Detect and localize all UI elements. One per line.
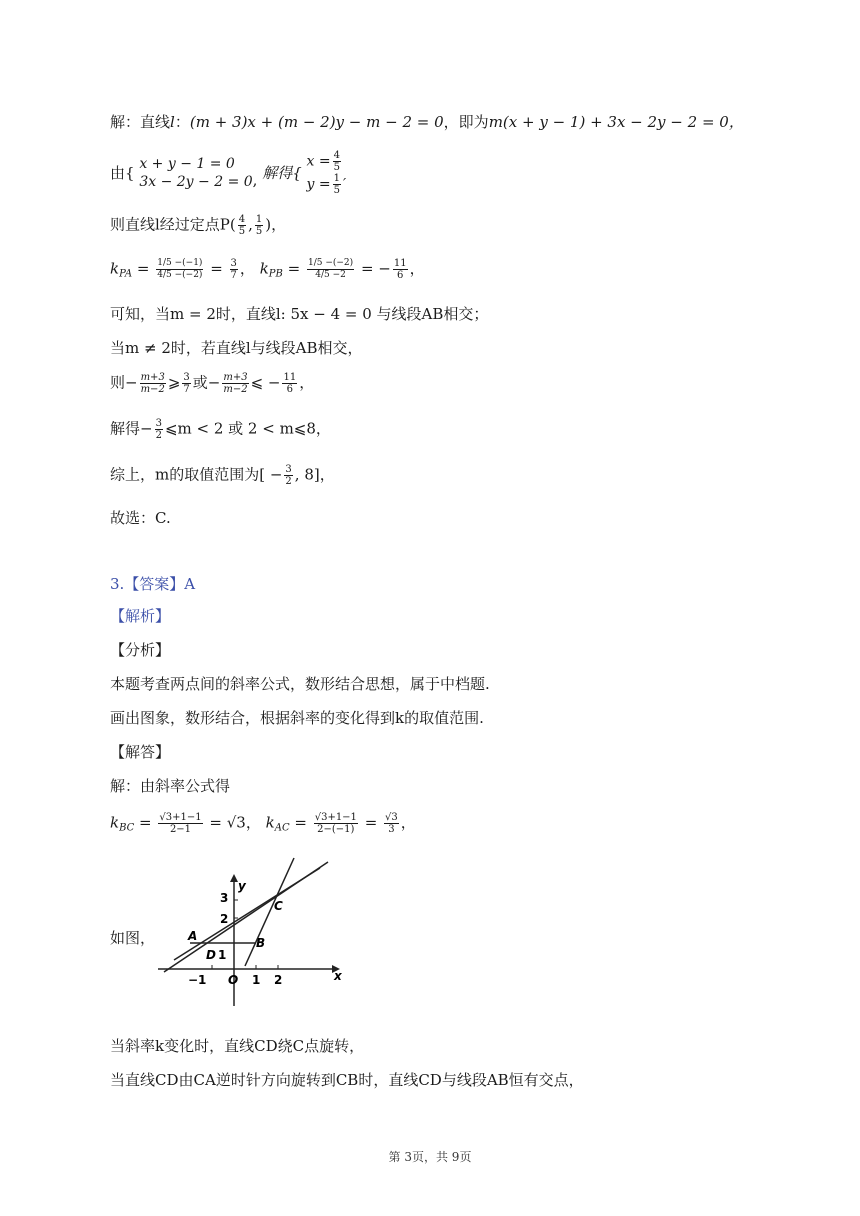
tick-label-1-y: 1 bbox=[218, 948, 227, 962]
analysis-1: 本题考查两点间的斜率公式，数形结合思想，属于中档题. bbox=[110, 675, 490, 693]
tick-label-1-x: 1 bbox=[252, 973, 261, 987]
slope-bc-ac: $k_{BC}$ = $\frac{√3+1-1}{2-1}$ = √3， $k_{AC}$ = $\frac{√3+1-1}{2-(-1)}$ = $\frac{√3}{3}$ ， bbox=[110, 812, 416, 835]
solution-line-1: 解：直线l：(m + 3)x + (m − 2)y − m − 2 = 0，即为m(x + y − 1) + 3x − 2y − 2 = 0， bbox=[110, 113, 744, 131]
x-label: x bbox=[334, 969, 342, 983]
solution-line-10: 故选：C. bbox=[110, 509, 171, 527]
origin-label: O bbox=[228, 973, 239, 987]
section-jiexi: 【解析】 bbox=[110, 607, 171, 625]
system-solution: x = $\frac{4}{5}$ y = $\frac{1}{5}$ ′ bbox=[306, 150, 347, 196]
analysis-2: 画出图象，数形结合，根据斜率的变化得到k的取值范围. bbox=[110, 709, 484, 727]
solution-line-7: 则− $\frac{m+3}{m-2}$ ⩾ $\frac{3}{7}$ 或− $\frac{m+3}{m-2}$ ⩽ − $\frac{11}{6}$ ， bbox=[110, 372, 315, 395]
solution-system: 由{ x + y − 1 = 0 3x − 2y − 2 = 0 , 解得{ x = $\frac{4}{5}$ y = $\frac{1}{5}$ ′ bbox=[110, 150, 347, 196]
geometry-figure bbox=[150, 856, 350, 1016]
point-a: A bbox=[188, 929, 198, 943]
answer-3: 3.【答案】A bbox=[110, 575, 196, 593]
y-label: y bbox=[238, 879, 246, 893]
line-cd bbox=[174, 868, 320, 960]
solution3-line-a: 当斜率k变化时，直线CD绕C点旋转， bbox=[110, 1037, 365, 1055]
section-jieda: 【解答】 bbox=[110, 743, 171, 761]
tick-label-3: 3 bbox=[220, 891, 229, 905]
system-equations: x + y − 1 = 0 3x − 2y − 2 = 0 bbox=[139, 156, 253, 190]
solution3-line-b: 当直线CD由CA逆时针方向旋转到CB时，直线CD与线段AB恒有交点， bbox=[110, 1071, 584, 1089]
solution-line-6: 当m ≠ 2时，若直线l与线段AB相交， bbox=[110, 339, 363, 357]
tick-label-2-x: 2 bbox=[274, 973, 283, 987]
point-b: B bbox=[256, 936, 266, 950]
ru-tu: 如图， bbox=[110, 929, 156, 947]
solution-line-9: 综上，m的取值范围为[ − $\frac{3}{2}$ , 8]， bbox=[110, 464, 335, 487]
point-d: D bbox=[206, 948, 216, 962]
tick-label-2: 2 bbox=[220, 912, 229, 926]
fixed-point-line: 则直线l经过定点P( $\frac{4}{5}$ , $\frac{1}{5}$ )， bbox=[110, 214, 287, 237]
solution-line-8: 解得− $\frac{3}{2}$ ⩽m < 2 或 2 < m⩽8， bbox=[110, 418, 331, 441]
point-c: C bbox=[274, 899, 283, 913]
section-fenxi: 【分析】 bbox=[110, 641, 171, 659]
page-footer: 第 3页，共 9页 bbox=[388, 1150, 472, 1164]
solution3-line-1: 解：由斜率公式得 bbox=[110, 777, 231, 795]
tick-label-neg1: −1 bbox=[188, 973, 207, 987]
slope-pa-pb: $k_{PA}$ = $\frac{1/5 -(-1)}{4/5 -(-2)}$ = $\frac{3}{7}$ ， $k_{PB}$ = $\frac{1/5 -(-2)}{4/5 -2}$ = − $\frac{11}{6}$ ， bbox=[110, 258, 425, 281]
y-axis-arrow bbox=[230, 874, 238, 882]
solution-line-5: 可知，当m = 2时，直线l: 5x − 4 = 0 与线段AB相交； bbox=[110, 305, 489, 323]
